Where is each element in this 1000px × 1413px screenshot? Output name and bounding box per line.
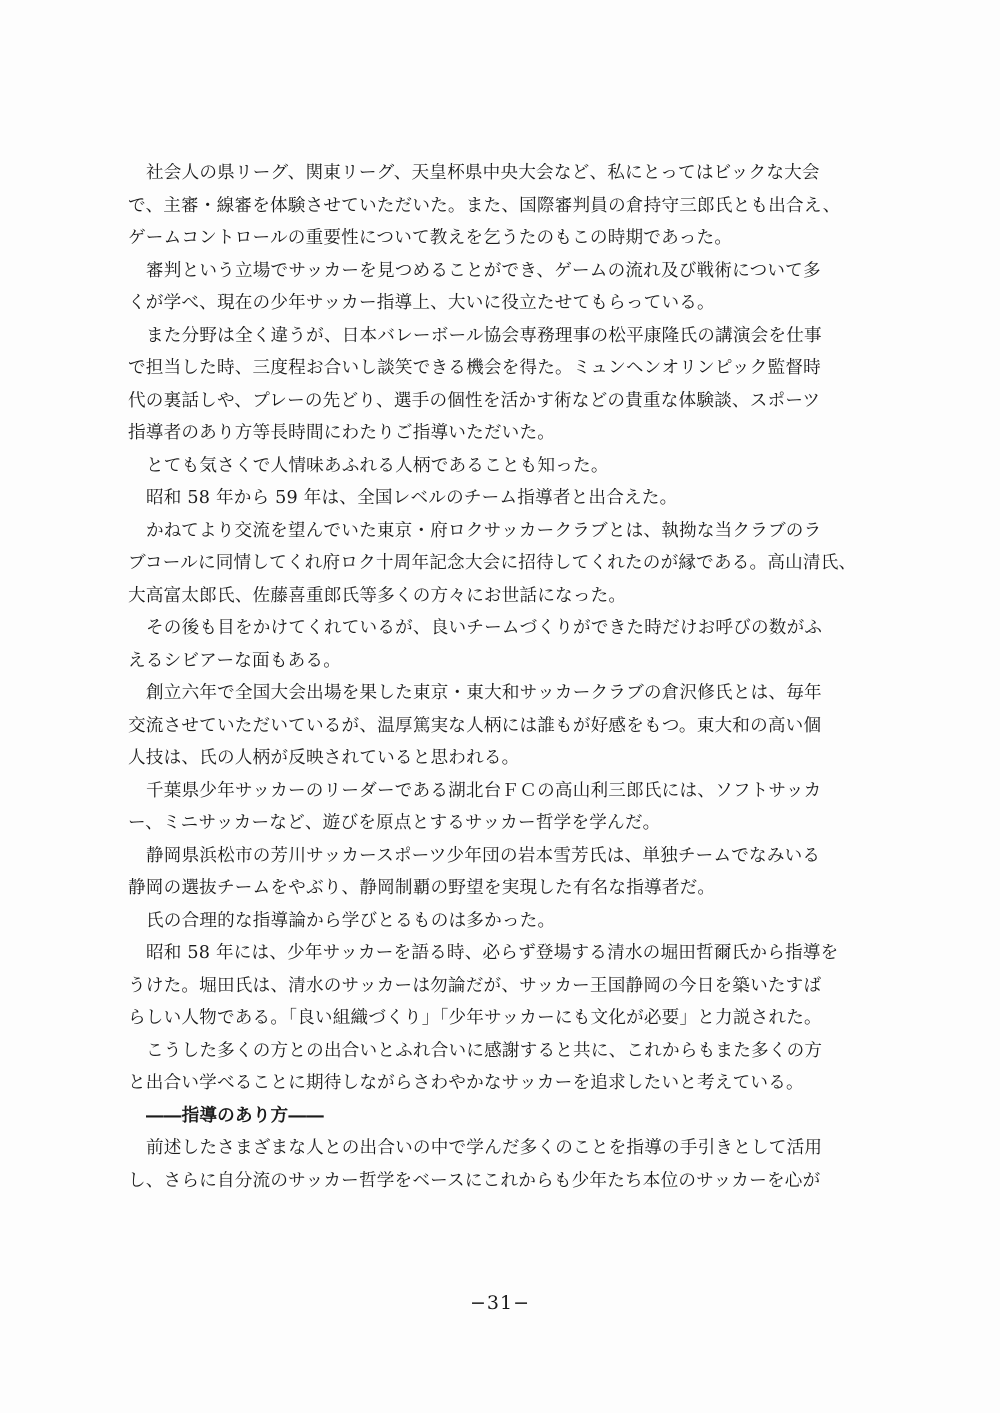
text-line: うけた。堀田氏は、清水のサッカーは勿論だが、サッカー王国静岡の今日を築いたすば [128, 975, 822, 996]
text-line: 代の裏話しや、プレーの先どり、選手の個性を活かす術などの貴重な体験談、スポーツ [128, 390, 821, 411]
text-line: 交流させていただいているが、温厚篤実な人柄には誰もが好感をもつ。東大和の高い個 [128, 715, 822, 736]
text-line: と出合い学べることに期待しながらさわやかなサッカーを追求したいと考えている。 [128, 1073, 804, 1093]
body-text [128, 157, 868, 1197]
text-line: くが学べ、現在の少年サッカー指導上、大いに役立たせてもらっている。 [128, 293, 715, 313]
text-line: 氏の合理的な指導論から学びとるものは多かった。 [146, 910, 556, 931]
text-line: 社会人の県リーグ、関東リーグ、天皇杯県中央大会など、私にとってはビックな大会 [146, 163, 820, 183]
text-line: 千葉県少年サッカーのリーダーである湖北台ＦＣの高山利三郎氏には、ソフトサッカ [146, 780, 822, 801]
text-line: 昭和 58 年から 59 年は、全国レベルのチーム指導者と出合えた。 [146, 488, 678, 508]
text-line: らしい人物である。「良い組織づくり」「少年サッカーにも文化が必要」と力説された。 [128, 1008, 822, 1028]
text-line: で担当した時、三度程お合いし談笑できる機会を得た。ミュンヘンオリンピック監督時 [128, 358, 821, 378]
text-line: 創立六年で全国大会出場を果した東京・東大和サッカークラブの倉沢修氏とは、毎年 [146, 683, 822, 703]
text-line: えるシビアーな面もある。 [128, 650, 341, 671]
text-line: 大高富太郎氏、佐藤喜重郎氏等多くの方々にお世話になった。 [128, 585, 627, 606]
text-line: また分野は全く違うが、日本バレーボール協会専務理事の松平康隆氏の講演会を仕事 [146, 325, 822, 346]
text-line: 静岡の選抜チームをやぶり、静岡制覇の野望を実現した有名な指導者だ。 [128, 878, 716, 898]
text-line: 審判という立場でサッカーを見つめることができ、ゲームの流れ及び戦術について多 [146, 260, 821, 281]
text-line: ー、ミニサッカーなど、遊びを原点とするサッカー哲学を学んだ。 [128, 813, 661, 833]
text-line: し、さらに自分流のサッカー哲学をベースにこれからも少年たち本位のサッカーを心が [128, 1170, 821, 1191]
section-heading: ――指導のあり方―― [146, 1104, 324, 1126]
text-line: 指導者のあり方等長時間にわたりご指導いただいた。 [128, 423, 556, 443]
text-line: こうした多くの方との出合いとふれ合いに感謝すると共に、これからもまた多くの方 [146, 1040, 823, 1061]
text-line: 人技は、氏の人柄が反映されていると思われる。 [128, 748, 520, 768]
text-line: 昭和 58 年には、少年サッカーを語る時、必らず登場する清水の堀田哲爾氏から指導を [146, 943, 839, 963]
text-line: 前述したさまざまな人との出合いの中で学んだ多くのことを指導の手引きとして活用 [146, 1138, 823, 1158]
text-line: とても気さくで人情味あふれる人柄であることも知った。 [146, 455, 609, 476]
text-line: 静岡県浜松市の芳川サッカースポーツ少年団の岩本雪芳氏は、単独チームでなみいる [146, 845, 821, 866]
text-line: ゲームコントロールの重要性について教えを乞うたのもこの時期であった。 [128, 228, 733, 248]
text-line: で、主審・線審を体験させていただいた。また、国際審判員の倉持守三郎氏とも出合え、 [128, 195, 841, 216]
text-line: ブコールに同情してくれ府ロク十周年記念大会に招待してくれたのが縁である。高山清氏、 [128, 553, 857, 573]
text-line: その後も目をかけてくれているが、良いチームづくりができた時だけお呼びの数がふ [146, 618, 823, 638]
text-line: かねてより交流を望んでいた東京・府ロクサッカークラブとは、執拗な当クラブのラ [146, 520, 822, 541]
page-number: −31− [469, 1292, 531, 1314]
